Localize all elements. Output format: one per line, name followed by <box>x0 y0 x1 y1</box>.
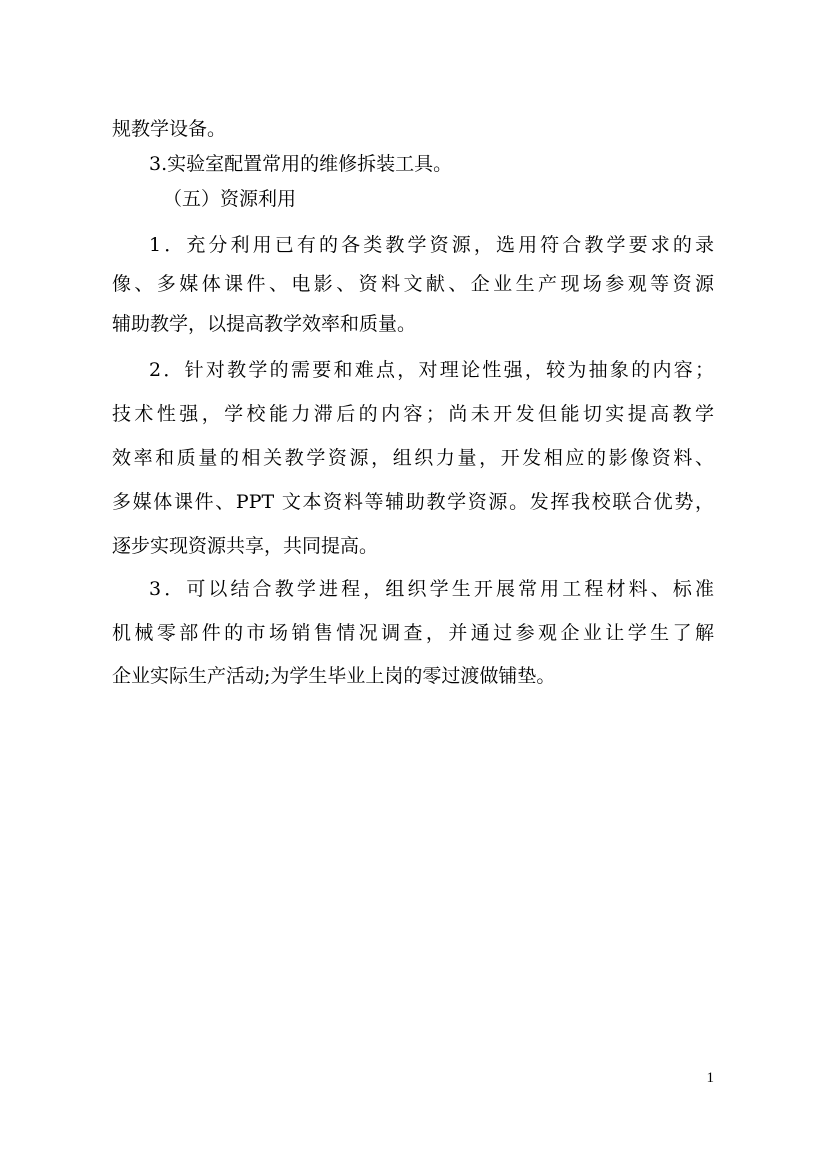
paragraph-1-line-3: 辅助教学，以提高教学效率和质量。 <box>112 313 417 335</box>
text-line: 规教学设备。 <box>112 118 227 140</box>
paragraph-3-line-3: 企业实际生产活动;为学生毕业上岗的零过渡做铺垫。 <box>112 665 556 687</box>
paragraph-3-line-2: 机械零部件的市场销售情况调查，并通过参观企业让学生了解 <box>112 622 714 644</box>
paragraph-2-line-5: 逐步实现资源共享，共同提高。 <box>112 535 379 557</box>
paragraph-2-line-1: 2．针对教学的需要和难点，对理论性强，较为抽象的内容； <box>149 359 714 381</box>
paragraph-2-line-4: 多媒体课件、PPT 文本资料等辅助教学资源。发挥我校联合优势， <box>112 491 714 513</box>
paragraph-2-line-2: 技术性强，学校能力滞后的内容；尚未开发但能切实提高教学 <box>112 403 714 425</box>
paragraph-3-line-1: 3．可以结合教学进程，组织学生开展常用工程材料、标准 <box>149 578 714 600</box>
list-item-3-tools: 3.实验室配置常用的维修拆装工具。 <box>149 153 453 175</box>
paragraph-1-line-2: 像、多媒体课件、电影、资料文献、企业生产现场参观等资源 <box>112 273 714 295</box>
paragraph-2-line-3: 效率和质量的相关教学资源，组织力量，开发相应的影像资料、 <box>112 447 714 469</box>
section-heading: （五）资源利用 <box>163 188 297 210</box>
page-number: 1 <box>706 1070 714 1086</box>
paragraph-1-line-1: 1．充分利用已有的各类教学资源，选用符合教学要求的录 <box>149 234 714 256</box>
